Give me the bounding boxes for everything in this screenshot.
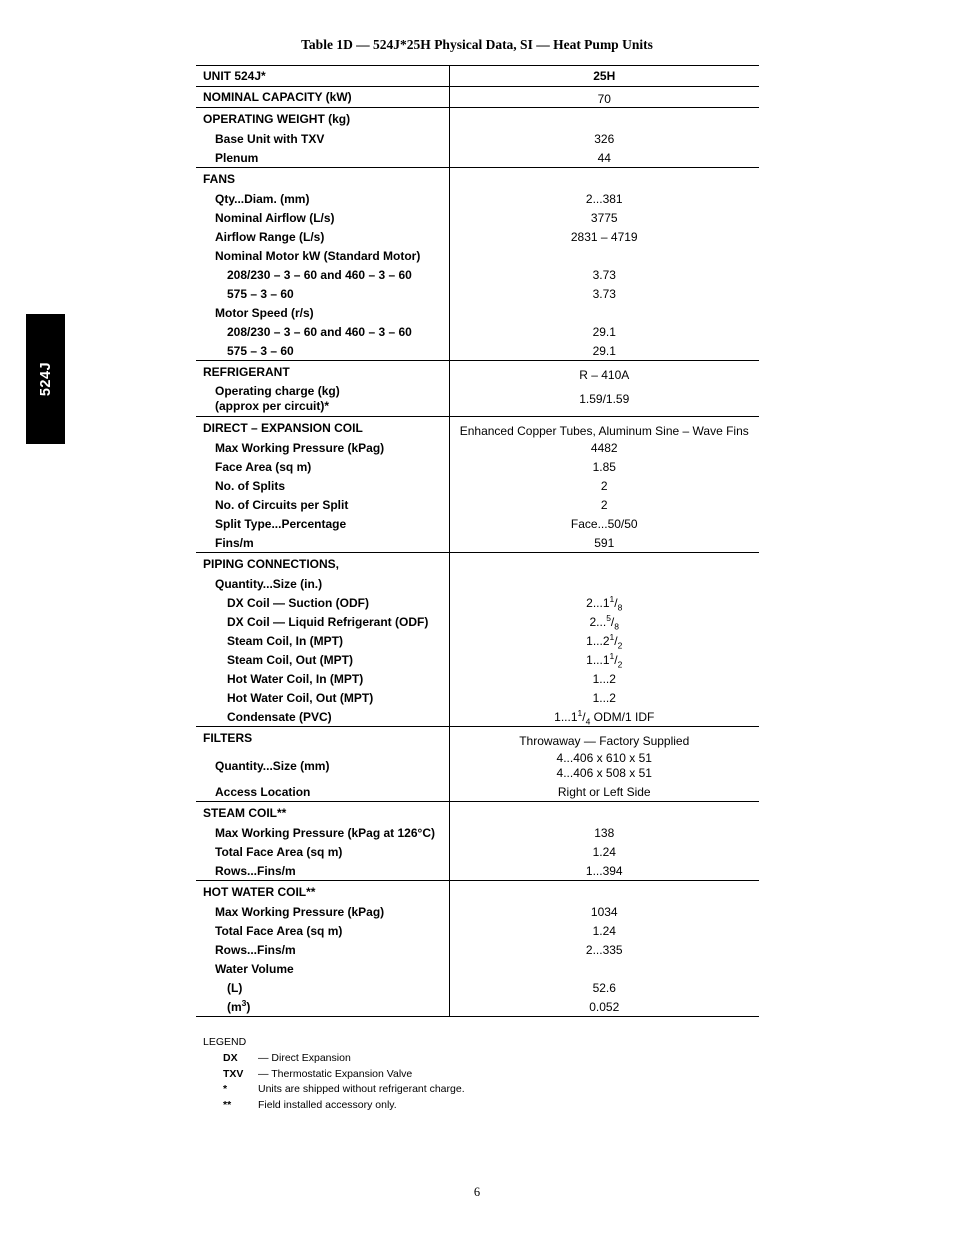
nominal-airflow-value: 3775 xyxy=(590,211,618,225)
dx-fins-value: 591 xyxy=(594,535,615,550)
operating-charge-label: Operating charge (kg) (approx per circuit)* xyxy=(196,383,449,417)
table-row xyxy=(196,708,759,727)
condensate-value: $1...1^1/_4$ ODM/1 IDF xyxy=(554,707,655,727)
dx-max-pressure-value: 4482 xyxy=(590,441,618,455)
table-row xyxy=(196,285,759,304)
dx-suction-value: $2...1^1/_8$ xyxy=(586,594,623,613)
legend-item: * Units are shipped without refrigerant charge. xyxy=(223,1083,465,1096)
table-row xyxy=(196,108,759,130)
dx-liquid-label: DX Coil — Liquid Refrigerant (ODF) xyxy=(196,613,449,632)
dx-coil-value: Enhanced Copper Tubes, Aluminum Sine – Wave Fins xyxy=(459,423,749,438)
page-number: 6 xyxy=(473,1185,481,1199)
header-value: 25H xyxy=(593,69,616,83)
table-row xyxy=(196,342,759,361)
side-tab xyxy=(26,314,65,444)
table-row xyxy=(196,862,759,881)
table-row xyxy=(196,941,759,960)
dx-circuits-label: No. of Circuits per Split xyxy=(196,496,449,515)
steam-out-value: $1...1^1/_2$ xyxy=(586,651,623,670)
dx-face-area-label: Face Area (sq m) xyxy=(196,458,449,477)
dx-splits-value: 2 xyxy=(600,479,608,493)
motor-speed-208-value: 29.1 xyxy=(592,325,616,339)
nominal-capacity-label: NOMINAL CAPACITY (kW) xyxy=(196,87,449,108)
hot-water-coil-section xyxy=(196,881,759,1017)
table-row xyxy=(196,247,759,266)
hw-face-area-label: Total Face Area (sq m) xyxy=(196,922,449,941)
nominal-airflow-label: Nominal Airflow (L/s) xyxy=(196,209,449,228)
filters-value: Throwaway — Factory Supplied xyxy=(519,733,690,748)
table-row xyxy=(196,689,759,708)
table-row xyxy=(196,515,759,534)
hw-max-pressure-label: Max Working Pressure (kPag) xyxy=(196,903,449,922)
table-row xyxy=(196,228,759,247)
table-row xyxy=(196,553,759,575)
table-row xyxy=(196,670,759,689)
hw-max-pressure-value: 1034 xyxy=(590,905,618,919)
water-volume-m3-label: $(m^3)$ xyxy=(196,998,449,1017)
table-row xyxy=(196,190,759,209)
access-location-value: Right or Left Side xyxy=(557,784,651,799)
steam-in-label: Steam Coil, In (MPT) xyxy=(196,632,449,651)
steam-max-pressure-label: Max Working Pressure (kPag at 126°C) xyxy=(196,824,449,843)
legend xyxy=(203,1035,465,1114)
water-volume-label: Water Volume xyxy=(196,960,449,979)
table-row xyxy=(196,417,759,439)
nominal-capacity-value: 70 xyxy=(597,92,611,106)
hot-water-coil-label: HOT WATER COIL** xyxy=(196,881,449,903)
steam-rows-fins-value: 1...394 xyxy=(585,863,623,878)
filters-section xyxy=(196,727,759,802)
steam-max-pressure-value: 138 xyxy=(594,826,615,840)
base-unit-label: Base Unit with TXV xyxy=(196,130,449,149)
table-title: Table 1D — 524J*25H Physical Data, SI — Heat Pump Units xyxy=(301,37,653,52)
water-volume-m3-value: 0.052 xyxy=(589,999,620,1014)
table-row xyxy=(196,323,759,342)
water-volume-l-label: (L) xyxy=(196,979,449,998)
condensate-label: Condensate (PVC) xyxy=(196,708,449,727)
header-label: UNIT 524J* xyxy=(196,66,449,87)
hw-in-label: Hot Water Coil, In (MPT) xyxy=(196,670,449,689)
table-row xyxy=(196,439,759,458)
table-row xyxy=(196,979,759,998)
table-row xyxy=(196,130,759,149)
steam-coil-label: STEAM COIL** xyxy=(196,802,449,824)
operating-weight-section xyxy=(196,108,759,168)
dx-split-type-label: Split Type...Percentage xyxy=(196,515,449,534)
table-row xyxy=(196,266,759,285)
table-row xyxy=(196,651,759,670)
dx-splits-label: No. of Splits xyxy=(196,477,449,496)
plenum-label: Plenum xyxy=(196,149,449,168)
motor-kw-575-label: 575 – 3 – 60 xyxy=(196,285,449,304)
fans-section xyxy=(196,168,759,361)
hw-out-label: Hot Water Coil, Out (MPT) xyxy=(196,689,449,708)
qty-diam-value: 2...381 xyxy=(585,192,623,206)
steam-in-value: $1...2^1/_2$ xyxy=(586,632,623,651)
table-row xyxy=(196,960,759,979)
legend-item: TXV — Thermostatic Expansion Valve xyxy=(223,1067,413,1080)
table-row xyxy=(196,881,759,903)
piping-label: PIPING CONNECTIONS, xyxy=(196,553,449,575)
hw-rows-fins-value: 2...335 xyxy=(585,943,623,957)
airflow-range-label: Airflow Range (L/s) xyxy=(196,228,449,247)
dx-suction-label: DX Coil — Suction (ODF) xyxy=(196,594,449,613)
qty-diam-label: Qty...Diam. (mm) xyxy=(196,190,449,209)
piping-section xyxy=(196,553,759,727)
hw-rows-fins-label: Rows...Fins/m xyxy=(196,941,449,960)
operating-weight-label: OPERATING WEIGHT (kg) xyxy=(196,108,449,130)
steam-face-area-label: Total Face Area (sq m) xyxy=(196,843,449,862)
table-row xyxy=(196,575,759,594)
operating-charge-value: 1.59/1.59 xyxy=(579,392,630,407)
table-row xyxy=(196,998,759,1017)
motor-kw-575-value: 3.73 xyxy=(592,287,616,301)
base-unit-value: 326 xyxy=(594,132,615,146)
hw-in-value: 1...2 xyxy=(592,672,616,686)
table-row xyxy=(196,149,759,168)
dx-face-area-value: 1.85 xyxy=(592,460,616,474)
refrigerant-value: R – 410A xyxy=(579,367,630,382)
dx-coil-label: DIRECT – EXPANSION COIL xyxy=(196,417,449,439)
water-volume-l-value: 52.6 xyxy=(592,981,616,995)
dx-coil-section xyxy=(196,417,759,553)
steam-coil-section xyxy=(196,802,759,881)
physical-data-table xyxy=(196,65,759,1017)
fans-label: FANS xyxy=(196,168,449,190)
nominal-capacity-section xyxy=(196,87,759,108)
table-row xyxy=(196,922,759,941)
filters-qty-size-label: Quantity...Size (mm) xyxy=(196,749,449,783)
steam-face-area-value: 1.24 xyxy=(592,845,616,859)
hw-face-area-value: 1.24 xyxy=(592,924,616,938)
table-row xyxy=(196,304,759,323)
table-row xyxy=(196,209,759,228)
legend-item: DX — Direct Expansion xyxy=(223,1051,351,1064)
table-row xyxy=(196,783,759,802)
dx-split-type-value: Face...50/50 xyxy=(570,517,638,531)
table-row xyxy=(196,903,759,922)
motor-kw-208-value: 3.73 xyxy=(592,268,616,282)
table-row xyxy=(196,727,759,749)
dx-fins-label: Fins/m xyxy=(196,534,449,553)
dx-liquid-value: $2...^5/_8$ xyxy=(589,613,619,632)
motor-speed-label: Motor Speed (r/s) xyxy=(196,304,449,323)
table-row xyxy=(196,613,759,632)
motor-kw-208-label: 208/230 – 3 – 60 and 460 – 3 – 60 xyxy=(196,266,449,285)
steam-rows-fins-label: Rows...Fins/m xyxy=(196,862,449,881)
table-row xyxy=(196,496,759,515)
table-row xyxy=(196,632,759,651)
hw-out-value: 1...2 xyxy=(592,691,616,705)
motor-speed-575-label: 575 – 3 – 60 xyxy=(196,342,449,361)
table-row xyxy=(196,824,759,843)
table-row xyxy=(196,383,759,417)
motor-speed-208-label: 208/230 – 3 – 60 and 460 – 3 – 60 xyxy=(196,323,449,342)
motor-kw-label: Nominal Motor kW (Standard Motor) xyxy=(196,247,449,266)
filters-label: FILTERS xyxy=(196,727,449,749)
header-section xyxy=(196,66,759,87)
table-row xyxy=(196,361,759,383)
table-row xyxy=(196,168,759,190)
table-row xyxy=(196,594,759,613)
refrigerant-label: REFRIGERANT xyxy=(196,361,449,383)
side-tab-label: 524J xyxy=(37,361,54,397)
plenum-value: 44 xyxy=(597,150,611,165)
table-row xyxy=(196,802,759,824)
steam-out-label: Steam Coil, Out (MPT) xyxy=(196,651,449,670)
table-row xyxy=(196,749,759,783)
table-row xyxy=(196,534,759,553)
filters-qty-size-value: 4...406 x 610 x 51 4...406 x 508 x 51 xyxy=(556,750,652,780)
motor-speed-575-value: 29.1 xyxy=(592,343,616,358)
table-row xyxy=(196,87,759,108)
dx-circuits-value: 2 xyxy=(600,498,608,512)
dx-max-pressure-label: Max Working Pressure (kPag) xyxy=(196,439,449,458)
piping-qty-size-label: Quantity...Size (in.) xyxy=(196,575,449,594)
table-row xyxy=(196,66,759,87)
access-location-label: Access Location xyxy=(196,783,449,802)
airflow-range-value: 2831 – 4719 xyxy=(570,230,638,244)
legend-item: ** Field installed accessory only. xyxy=(223,1099,397,1112)
table-row xyxy=(196,477,759,496)
refrigerant-section xyxy=(196,361,759,417)
table-row xyxy=(196,458,759,477)
legend-title: LEGEND xyxy=(203,1036,247,1048)
table-row xyxy=(196,843,759,862)
